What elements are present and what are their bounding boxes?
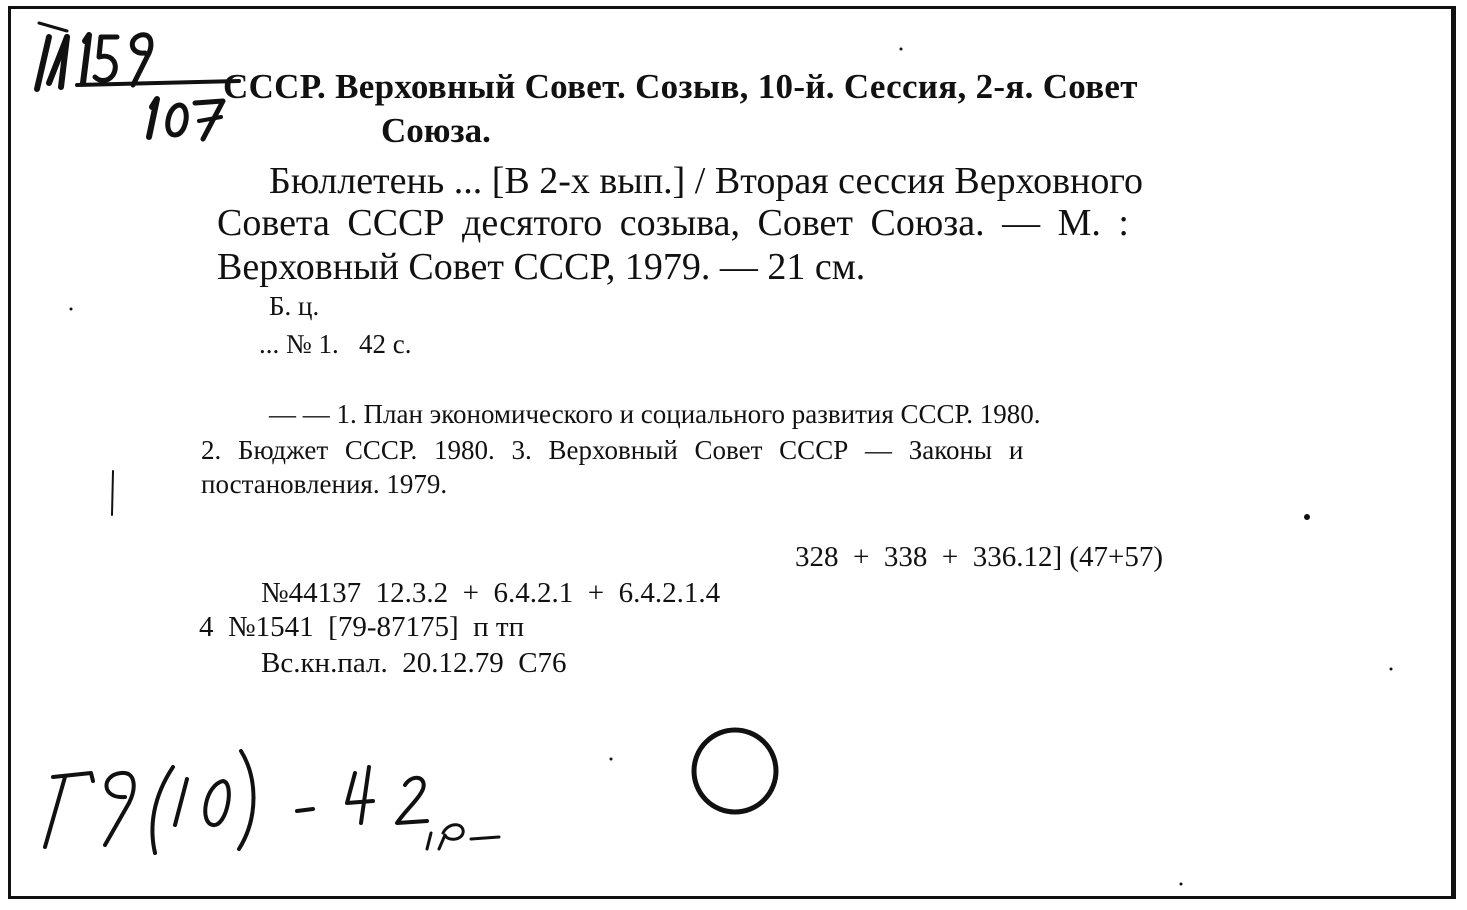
subjects-line-2: 2. Бюджет СССР. 1980. 3. Верховный Совет СССР — Законы и [201,435,1024,465]
card-heading-line-2: Союза. [381,111,491,150]
description-line-2: Совета СССР десятого созыва, Совет Союза. — М. : [217,202,1129,244]
classification-line-4: Вс.кн.пал. 20.12.79 С76 [261,647,567,679]
description-line-1: Бюллетень ... [В 2-х вып.] / Вторая сессия Верховного [269,160,1144,202]
subjects-line-1: — — 1. План экономического и социального развития СССР. 1980. [269,399,1041,429]
price-note: Б. ц. [269,291,320,321]
description-line-3: Верховный Совет СССР, 1979. — 21 см. [217,246,866,288]
catalog-card [8,6,1456,899]
subjects-line-3: постановления. 1979. [201,469,448,499]
classification-line-1: 328 + 338 + 336.12] (47+57) [795,541,1164,573]
card-heading-line-1: СССР. Верховный Совет. Созыв, 10-й. Сессия, 2-я. Совет [223,67,1138,106]
classification-line-2: №44137 12.3.2 + 6.4.2.1 + 6.4.2.1.4 [261,577,721,609]
paper-specks [11,9,1451,894]
issue-note: ... № 1. 42 с. [259,329,412,359]
classification-line-3: 4 №1541 [79-87175] п тп [199,611,525,643]
